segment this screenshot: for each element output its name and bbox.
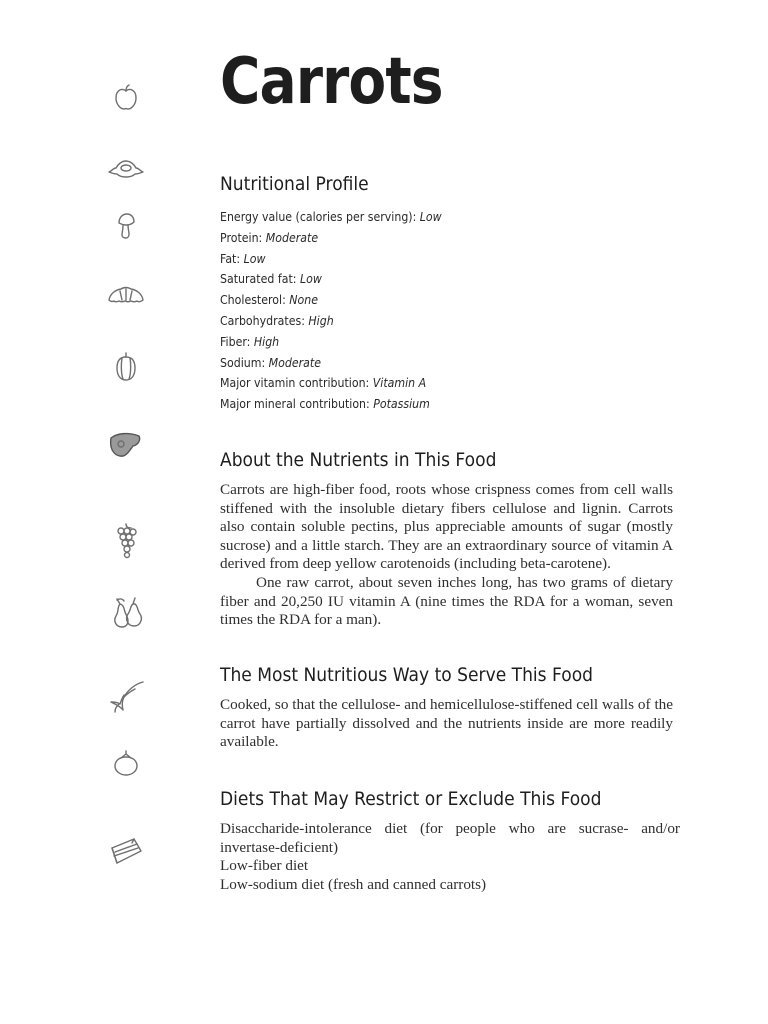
profile-item-value: Moderate: [265, 229, 319, 245]
nutritional-profile-heading: Nutritional Profile: [220, 173, 369, 195]
grapes-icon: [106, 520, 146, 560]
profile-item-value: Low: [419, 209, 442, 224]
profile-item-value: Moderate: [268, 354, 321, 370]
pie-icon: [106, 830, 146, 870]
profile-item: [220, 207, 442, 228]
profile-item-value: High: [253, 333, 280, 349]
profile-item: [220, 269, 442, 290]
pepper-icon: [106, 347, 146, 387]
profile-item-label: Cholesterol:: [220, 292, 290, 308]
tomato-icon: [106, 744, 146, 784]
serve-paragraph: Cooked, so that the cellulose- and hemicellulose-stiffened cell walls of the carrot have partially dissolved and the nutrients inside are more readily available.: [220, 696, 673, 751]
profile-item-label: Carbohydrates:: [220, 312, 309, 328]
diet-line: Low-sodium diet (fresh and canned carrots): [220, 875, 487, 893]
profile-item-value: None: [289, 292, 319, 308]
profile-item-label: Major vitamin contribution:: [220, 375, 373, 391]
diet-line: Disaccharide-intolerance diet (for people who are sucrase- and/or: [220, 820, 680, 837]
profile-item-value: Potassium: [373, 396, 430, 412]
profile-item-label: Major mineral contribution:: [220, 396, 374, 412]
diet-line: Low-fiber diet: [220, 857, 309, 875]
nutritional-profile-list: [220, 207, 442, 415]
nutrients-paragraph: One raw carrot, about seven inches long, has two grams of dietary fiber and 20,250 IU vitamin A (nine times the RDA for a woman, seven times the RDA for a man).: [220, 574, 673, 629]
serve-heading: The Most Nutritious Way to Serve This Food: [220, 664, 594, 686]
nutrients-heading: About the Nutrients in This Food: [220, 449, 497, 471]
profile-item-label: Energy value (calories per serving):: [220, 209, 420, 224]
fish-icon: [106, 676, 146, 716]
egg-icon: [106, 148, 146, 188]
steak-icon: [106, 424, 146, 464]
croissant-icon: [106, 275, 146, 315]
profile-item: [220, 290, 442, 311]
profile-item: [220, 373, 442, 394]
profile-item-label: Protein:: [220, 229, 266, 245]
pears-icon: [106, 592, 146, 632]
profile-item: [220, 394, 442, 415]
profile-item: [220, 353, 442, 374]
nutrients-paragraph: Carrots are high-fiber food, roots whose crispness comes from cell walls stiffened with the insoluble dietary fibers cellulose and lignin. Carrots also contain soluble pectins, plus appreciable amounts of sugar (mostly sucrose) and a little starch. They are an extraordinary source of vitamin A derived from deep yellow carotenoids (including beta-carotene).: [220, 481, 673, 573]
profile-item-label: Fiber:: [220, 333, 254, 349]
mushroom-icon: [106, 205, 146, 245]
profile-item-value: Vitamin A: [372, 375, 427, 391]
profile-item-value: Low: [243, 250, 266, 266]
diets-heading: Diets That May Restrict or Exclude This Food: [220, 788, 602, 810]
profile-item: [220, 249, 442, 270]
profile-item-label: Fat:: [220, 250, 244, 266]
profile-item-label: Saturated fat:: [220, 271, 300, 287]
profile-item: [220, 311, 442, 332]
profile-item-label: Sodium:: [220, 354, 269, 370]
apple-icon: [106, 78, 146, 118]
profile-item: [220, 228, 442, 249]
diet-line: invertase-deficient): [220, 838, 339, 856]
profile-item: [220, 332, 442, 353]
profile-item-value: Low: [299, 271, 322, 287]
diets-list: [220, 820, 680, 894]
page-title: Carrots: [220, 45, 443, 119]
profile-item-value: High: [308, 312, 334, 328]
